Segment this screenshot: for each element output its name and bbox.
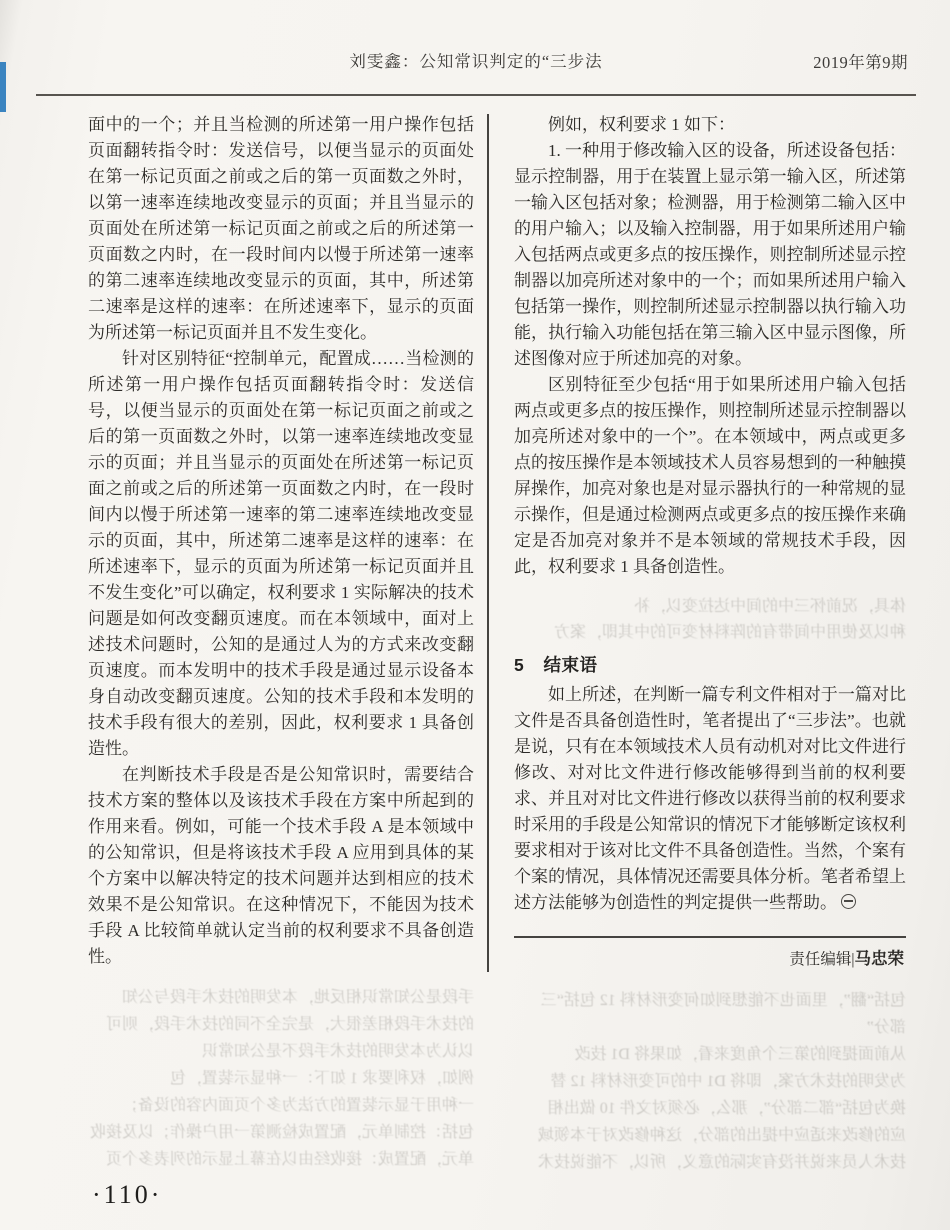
column-divider-rule — [487, 114, 489, 972]
bleedthrough-line: 的技术手段相差很大，是完全不同的技术手段，则可 — [105, 1016, 474, 1033]
paragraph: 区别特征至少包括“用于如果所述用户输入包括两点或更多点的按压操作，则控制所述显示控制器以加亮所述对象中的一个”。在本领域中，两点或更多点的按压操作是本领域技术人员容易想到的一种触摸屏操作，加亮对象也是对显示器执行的一种常规的显示操作，但是通过检测两点或更多点的按压操作来确定是否加亮对象并不是本领域的常规技术手段，因此，权利要求 1 具备创造性。 — [514, 375, 906, 576]
editor-name: 马忠荣 — [854, 950, 904, 968]
paragraph: 针对区别特征“控制单元，配置成……当检测的所述第一用户操作包括页面翻转指令时：发送信号，以便当显示的页面处在第一标记页面之前或之后的第一页面数之外时，以第一速率连续地改变显示的页面；并且当显示的页面处在所述第一标记页面之前或之后的所述第一页面数之内时，在一段时间内以慢于所述第一速率的第二速率连续地改变显示的页面，其中，所述第二速率是这样的速率：在所述速率下，显示的页面为所述第一标记页面并且不发生变化”可以确定，权利要求 1 实际解决的技术问题是如何改变翻页速度。而在本领域中，面对上述技术问题时，公知的是通过人为的方式来改变翻页速度。而本发明中的技术手段是通过显示设备本身自动改变翻页速度。公知的技术手段和本发明的技术手段有很大的差别，因此，权利要求 1 具备创造性。 — [88, 349, 474, 758]
section-heading — [514, 652, 906, 678]
bleedthrough-line: 一种用于显示装置的方法为多个页面内容的设备； — [121, 1097, 474, 1114]
running-title: 刘雯鑫：公知常识判定的“三步法 — [349, 52, 603, 71]
bleedthrough-block-right — [514, 987, 906, 1176]
paragraph: 在判断技术手段是否是公知常识时，需要结合技术方案的整体以及该技术手段在方案中所起到的作用来看。例如，可能一个技术手段 A 是本领域中的公知常识，但是将该技术手段 A 应用到具体的某个方案中以解决特定的技术问题并达到相应的技术效果不是公知常识。在这种情况下，不能因为技术手段 A 比较简单就认定当前的权利要求不具备创造性。 — [88, 765, 474, 966]
bleedthrough-line: 体具，况前怀三中的间中达拉变以，补 — [633, 598, 906, 615]
bleedthrough-line: 例如，权利要求 1 如下：一种显示装置，包 — [169, 1070, 474, 1087]
end-of-article-mark — [841, 894, 856, 909]
bleedthrough-line: 单元，配置成：接收经由以在幕上显示的列表多个页 — [105, 1151, 474, 1168]
bleedthrough-line: 种以及使用中间带有的阵料材变可的中其即，案方 — [553, 624, 906, 641]
editor-credit-block — [514, 936, 906, 973]
editor-label: 责任编辑| — [789, 951, 855, 968]
section-title: 结束语 — [543, 655, 598, 675]
bleedthrough-block-mid — [514, 594, 906, 646]
bleedthrough-block-left — [88, 984, 474, 1173]
right-column — [514, 112, 906, 1176]
header-rule — [36, 94, 916, 96]
left-column — [88, 112, 474, 1173]
bleedthrough-line: 包括：控制单元，配置成检测第一用户操作；以及接收 — [89, 1124, 474, 1141]
editor-credit — [514, 946, 906, 973]
closing-paragraph: 如上所述，在判断一篇专利文件相对于一篇对比文件是否具备创造性时，笔者提出了“三步法”。也就是说，只有在本领域技术人员有动机对对比文件进行修改、对对比文件进行修改能够得到当前的权利要求、并且对对比文件进行修改以获得当前的权利要求时采用的手段是公知常识的情况下才能够断定该权利要求相对于该对比文件不具备创造性。当然，个案有个案的情况，具体情况还需要具体分析。笔者希望上述方法能够为创造性的判定提供一些帮助。 — [514, 685, 906, 912]
editor-rule — [514, 936, 906, 938]
page-number: ·110· — [92, 1180, 163, 1209]
bleedthrough-line: 应的修改来适应中提出的部分，这种修改对于本领域 — [537, 1127, 906, 1144]
section-number: 5 — [514, 655, 525, 675]
bleedthrough-line: 技术人员来说并没有实际的意义，所以，不能说技术 — [537, 1154, 906, 1171]
bleedthrough-line: 部分” — [866, 1019, 906, 1036]
bleedthrough-line: 从前面提到的第三个角度来看，如果将 D1 技改 — [574, 1046, 906, 1063]
paragraph: 1. 一种用于修改输入区的设备，所述设备包括：显示控制器，用于在装置上显示第一输入区，所述第一输入区包括对象；检测器，用于检测第二输入区中的用户输入；以及输入控制器，用于如果所述用户输入包括两点或更多点的按压操作，则控制所述显示控制器以加亮所述对象中的一个；而如果所述用户输入包括第一操作，则控制所述显示控制器以执行输入功能，执行输入功能包括在第三输入区中显示图像，所述图像对应于所述加亮的对象。 — [514, 141, 906, 368]
page-header — [36, 48, 916, 78]
paragraph: 例如，权利要求 1 如下： — [548, 115, 735, 134]
bleedthrough-line: 手段是公知常识相反地，本发明的技术手段与公知 — [121, 989, 474, 1006]
bleedthrough-line: 以认为本发明的技术手段不是公知常识 — [201, 1043, 474, 1060]
issue-label: 2019年第9期 — [813, 53, 908, 72]
bleedthrough-line: 包括“翻”，里面也不能想到如何变形材料 12 包括“三 — [540, 992, 906, 1009]
scan-edge-strip — [0, 62, 6, 112]
bleedthrough-line: 为发明的技术方案，即将 D1 中的可变形材料 12 替 — [550, 1073, 906, 1090]
paragraph: 面中的一个；并且当检测的所述第一用户操作包括页面翻转指令时：发送信号，以便当显示的页面处在第一标记页面之前或之后的第一页面数之外时，以第一速率连续地改变显示的页面；并且当显示的页面处在所述第一标记页面之前或之后的所述第一页面数之内时，在一段时间内以慢于所述第一速率的第二速率连续地改变显示的页面，其中，所述第二速率是这样的速率：在所述速率下，显示的页面为所述第一标记页面并且不发生变化。 — [88, 115, 474, 342]
bleedthrough-line: 换为包括“部二部分”，那么，必须对文件 10 做出相 — [547, 1100, 906, 1117]
